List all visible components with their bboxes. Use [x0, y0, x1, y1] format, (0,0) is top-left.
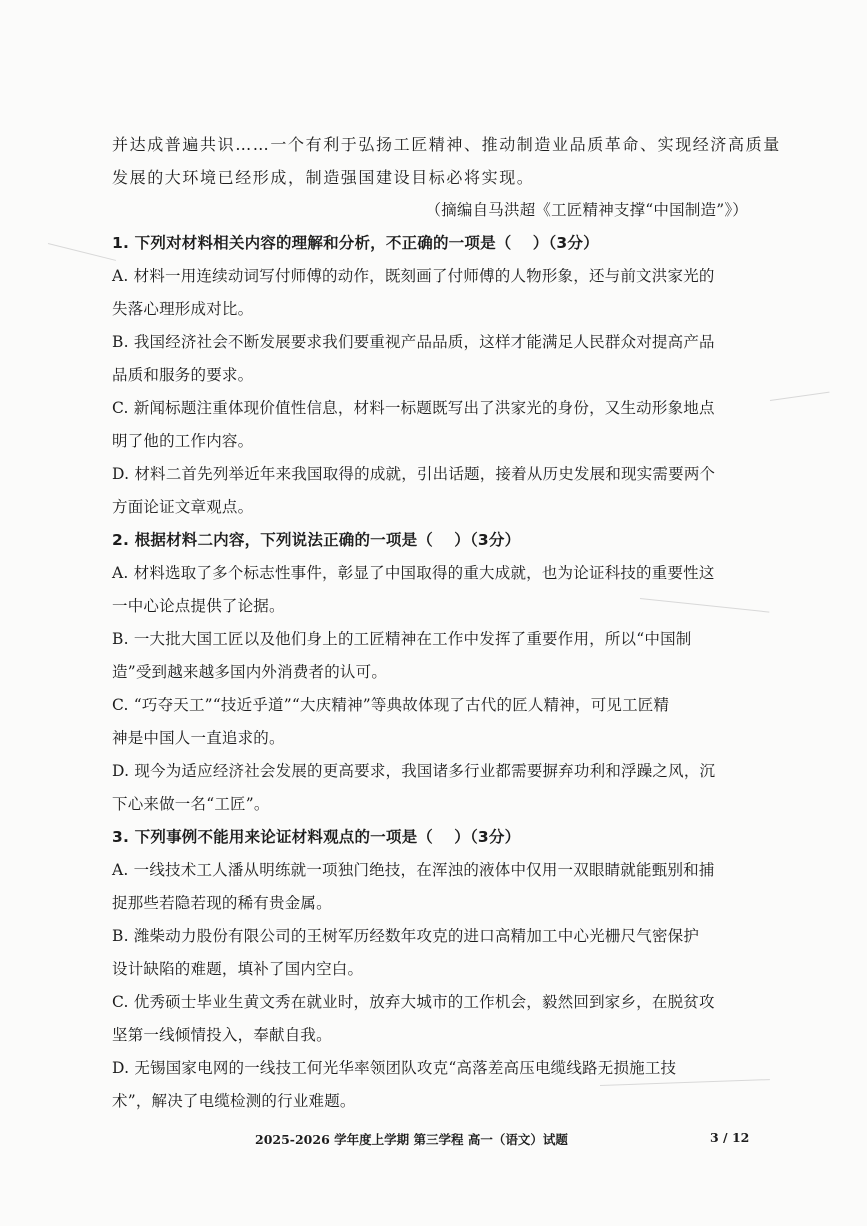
- option-line: C. 新闻标题注重体现价值性信息，材料一标题既写出了洪家光的身份，又生动形象地点: [112, 399, 715, 417]
- option-line: 术”，解决了电缆检测的行业难题。: [112, 1092, 356, 1110]
- option-line: D. 材料二首先列举近年来我国取得的成就，引出话题，接着从历史发展和现实需要两个: [112, 465, 716, 483]
- option-line: 造”受到越来越多国内外消费者的认可。: [112, 663, 388, 681]
- option-line: 品质和服务的要求。: [112, 366, 254, 384]
- option-line: 明了他的工作内容。: [112, 432, 254, 450]
- option-d: [112, 755, 762, 821]
- option-line: A. 一线技术工人潘从明练就一项独门绝技，在浑浊的液体中仅用一双眼睛就能甄别和捕: [112, 861, 715, 879]
- option-a: [112, 557, 762, 623]
- passage-source: （摘编自马洪超《工匠精神支撑“中国制造”》）: [425, 201, 748, 219]
- option-line: D. 无锡国家电网的一线技工何光华率领团队攻克“高落差高压电缆线路无损施工技: [112, 1059, 677, 1077]
- option-line: B. 潍柴动力股份有限公司的王树军历经数年攻克的进口高精加工中心光栅尺气密保护: [112, 927, 700, 945]
- option-line: 失落心理形成对比。: [112, 300, 254, 318]
- passage-line: 并达成普遍共识……一个有利于弘扬工匠精神、推动制造业品质革命、实现经济高质量: [112, 135, 781, 154]
- option-c: [112, 986, 762, 1052]
- scan-artifact: [770, 392, 830, 401]
- page-number: 3 / 12: [710, 1130, 750, 1145]
- option-line: 设计缺陷的难题，填补了国内空白。: [112, 960, 364, 978]
- option-line: A. 材料一用连续动词写付师傅的动作，既刻画了付师傅的人物形象，还与前文洪家光的: [112, 267, 715, 285]
- passage-line: 发展的大环境已经形成，制造强国建设目标必将实现。: [112, 168, 535, 187]
- option-line: 神是中国人一直追求的。: [112, 729, 285, 747]
- exam-footer: 2025-2026 学年度上学期 第三学程 高一（语文）试题: [255, 1132, 568, 1147]
- option-line: 下心来做一名“工匠”。: [112, 795, 270, 813]
- option-b: [112, 920, 762, 986]
- question-stem: 1. 下列对材料相关内容的理解和分析，不正确的一项是（ ）（3分）: [112, 234, 599, 252]
- option-c: [112, 392, 762, 458]
- option-line: 方面论证文章观点。: [112, 498, 254, 516]
- question-2: [112, 524, 762, 821]
- option-line: D. 现今为适应经济社会发展的更高要求，我国诸多行业都需要摒弃功利和浮躁之风，沉: [112, 762, 716, 780]
- question-stem: 3. 下列事例不能用来论证材料观点的一项是（ ）（3分）: [112, 828, 521, 846]
- option-line: A. 材料选取了多个标志性事件，彰显了中国取得的重大成就，也为论证科技的重要性这: [112, 564, 715, 582]
- scan-artifact: [48, 243, 116, 261]
- exam-content: [112, 128, 781, 1118]
- option-c: [112, 689, 762, 755]
- option-b: [112, 623, 762, 689]
- option-line: C. 优秀硕士毕业生黄文秀在就业时，放弃大城市的工作机会，毅然回到家乡，在脱贫攻: [112, 993, 715, 1011]
- option-line: B. 我国经济社会不断发展要求我们要重视产品品质，这样才能满足人民群众对提高产品: [112, 333, 715, 351]
- question-stem: 2. 根据材料二内容，下列说法正确的一项是（ ）（3分）: [112, 531, 521, 549]
- option-line: C. “巧夺天工”“技近乎道”“大庆精神”等典故体现了古代的匠人精神，可见工匠精: [112, 696, 670, 714]
- option-d: [112, 1052, 762, 1118]
- option-a: [112, 854, 762, 920]
- option-line: 坚第一线倾情投入，奉献自我。: [112, 1026, 332, 1044]
- question-3: [112, 821, 762, 1118]
- option-a: [112, 260, 762, 326]
- question-1: [112, 227, 762, 524]
- option-d: [112, 458, 762, 524]
- option-line: 一中心论点提供了论据。: [112, 597, 285, 615]
- option-b: [112, 326, 762, 392]
- option-line: 捉那些若隐若现的稀有贵金属。: [112, 894, 332, 912]
- option-line: B. 一大批大国工匠以及他们身上的工匠精神在工作中发挥了重要作用，所以“中国制: [112, 630, 692, 648]
